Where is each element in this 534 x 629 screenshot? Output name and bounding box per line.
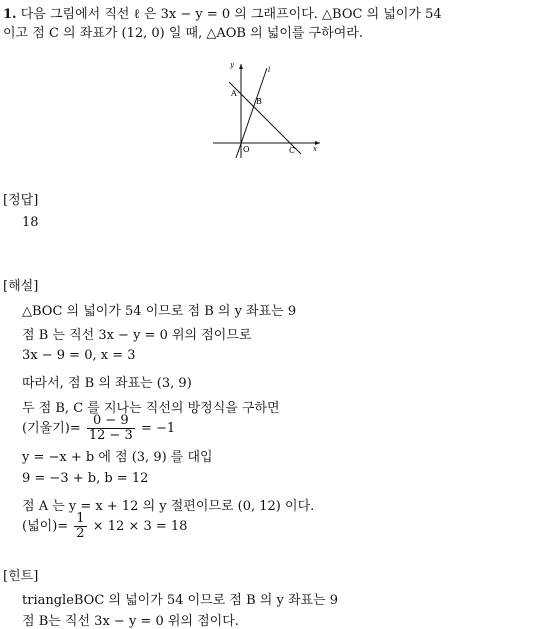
answer-value: 18: [22, 215, 39, 230]
hint-line-1: triangleBOC 의 넓이가 54 이므로 점 B 의 y 좌표는 9: [22, 593, 339, 608]
area-fraction: [74, 512, 86, 541]
hint-heading: [힌트]: [3, 569, 39, 584]
point-c-label: C: [289, 146, 296, 155]
y-axis-label: y: [230, 61, 234, 69]
problem-text-2: 이고 점 C 의 좌표가 (12, 0) 일 때, △AOB 의 넓이를 구하여라.: [3, 26, 363, 41]
area-label: (넓이)=: [22, 519, 69, 534]
slope-denominator: 12 − 3: [88, 428, 133, 443]
slope-label: (기울기)=: [22, 421, 81, 436]
slope-numerator: 0 − 9: [87, 414, 135, 429]
solution-step-6: [22, 414, 175, 443]
area-denominator: 2: [76, 526, 85, 541]
solution-step-1: △BOC 의 넓이가 54 이므로 점 B 의 y 좌표는 9: [22, 304, 297, 319]
point-a-label: A: [231, 89, 237, 98]
solution-step-3: 3x − 9 = 0, x = 3: [22, 348, 136, 363]
solution-step-5: 두 점 B, C 를 지나는 직선의 방정식을 구하면: [22, 401, 280, 416]
solution-heading: [해설]: [3, 279, 39, 294]
solution-step-2: 점 B 는 직선 3x − y = 0 위의 점이므로: [22, 328, 252, 343]
problem-text-1: 다음 그림에서 직선 ℓ 은 3x − y = 0 의 그래프이다. △BOC 의 넓이가 54: [20, 7, 442, 22]
solution-step-10: [22, 512, 187, 541]
point-o-label: O: [243, 145, 250, 154]
slope-result: = −1: [140, 421, 176, 436]
hint-line-2: 점 B는 직선 3x − y = 0 위의 점이다.: [22, 614, 239, 629]
solution-step-9: 점 A 는 y = x + 12 의 y 절편이므로 (0, 12) 이다.: [22, 499, 315, 514]
x-axis-label: x: [313, 145, 317, 153]
answer-heading: [정답]: [3, 193, 39, 208]
slope-fraction: [87, 414, 135, 443]
line-l-label: l: [268, 66, 271, 74]
solution-step-8: 9 = −3 + b, b = 12: [22, 471, 149, 486]
solution-step-7: y = −x + b 에 점 (3, 9) 를 대입: [22, 450, 213, 465]
area-numerator: 1: [76, 511, 85, 526]
area-result: × 12 × 3 = 18: [92, 519, 188, 534]
graph-figure: [205, 58, 325, 163]
problem-number: 1.: [3, 7, 17, 22]
problem-line-1: [3, 3, 442, 22]
point-b-label: B: [256, 97, 262, 106]
solution-step-4: 따라서, 점 B 의 좌표는 (3, 9): [22, 376, 192, 391]
